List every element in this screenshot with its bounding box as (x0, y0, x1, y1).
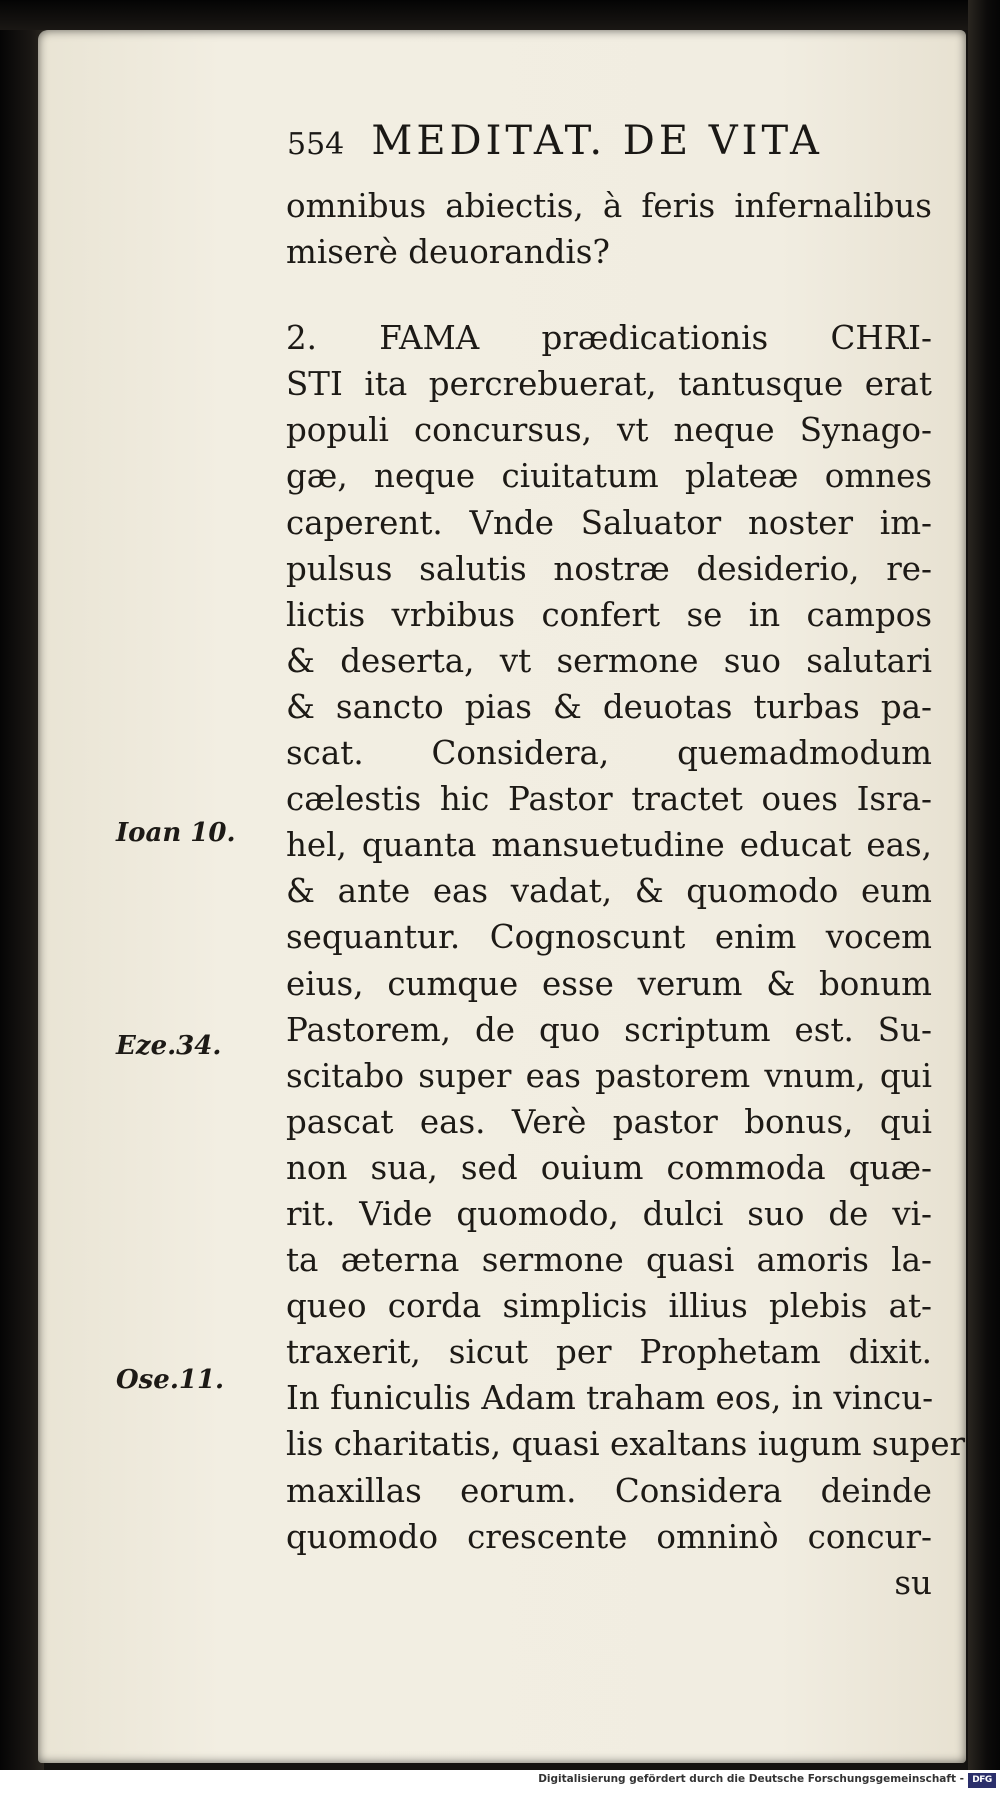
text-line: 2. FAMA prædicationis CHRI- (286, 319, 932, 358)
text-line: Pastorem, de quo scriptum est. Su- (286, 1010, 932, 1049)
text-line: & deserta, vt sermone suo salutari (286, 641, 932, 680)
text-line: cælestis hic Pastor tractet oues Isra- (286, 780, 932, 819)
text-line: maxillas eorum. Considera deinde (286, 1471, 932, 1510)
book-edge-shadow (968, 0, 1000, 1793)
text-line: lis charitatis, quasi exaltans iugum super (286, 1425, 966, 1464)
paragraph-gap (286, 275, 932, 315)
dfg-logo-icon: DFG (968, 1773, 996, 1788)
digitization-footer (0, 1770, 1000, 1793)
catchword: su (894, 1563, 932, 1602)
text-line: scat. Considera, quemadmodum (286, 734, 932, 773)
book-top-shadow (0, 0, 1000, 30)
text-line: lictis vrbibus confert se in campos (286, 595, 932, 634)
text-line: miserè deuorandis? (286, 233, 610, 272)
text-line: populi concursus, vt neque Synago- (286, 411, 932, 450)
margin-note-ioan: Ioan 10. (116, 818, 236, 848)
text-line: In funiculis Adam traham eos, in vincu- (286, 1379, 934, 1418)
text-line: & ante eas vadat, & quomodo eum (286, 872, 932, 911)
text-line: caperent. Vnde Saluator noster im- (286, 503, 932, 542)
text-line: pulsus salutis nostræ desiderio, re- (286, 549, 932, 588)
body-text (286, 183, 966, 1606)
running-title: MEDITAT. DE VITA (371, 118, 823, 164)
text-line: & sancto pias & deuotas turbas pa- (286, 687, 932, 726)
text-line: STI ita percrebuerat, tantusque erat (286, 365, 932, 404)
text-line: traxerit, sicut per Prophetam dixit. (286, 1333, 932, 1372)
text-line: hel, quanta mansuetudine educat eas, (286, 826, 932, 865)
text-line: queo corda simplicis illius plebis at- (286, 1287, 932, 1326)
text-line: pascat eas. Verè pastor bonus, qui (286, 1102, 932, 1141)
text-line: gæ, neque ciuitatum plateæ omnes (286, 457, 932, 496)
page-header (287, 118, 887, 168)
text-line: non sua, sed ouium commoda quæ- (286, 1148, 932, 1187)
margin-note-eze: Eze.34. (116, 1031, 222, 1061)
text-line: eius, cumque esse verum & bonum (286, 964, 932, 1003)
text-line: omnibus abiectis, à feris infernalibus (286, 187, 932, 225)
text-line: scitabo super eas pastorem vnum, qui (286, 1056, 932, 1095)
footer-credit: Digitalisierung gefördert durch die Deutsche Forschungsgemeinschaft - (538, 1773, 964, 1785)
text-line: sequantur. Cognoscunt enim vocem (286, 918, 932, 957)
text-line: ta æterna sermone quasi amoris la- (286, 1241, 932, 1280)
text-line: quomodo crescente omninò concur- (286, 1517, 932, 1556)
margin-note-ose: Ose.11. (116, 1365, 225, 1395)
text-line: rit. Vide quomodo, dulci suo de vi- (286, 1194, 932, 1233)
page-number: 554 (287, 127, 345, 162)
